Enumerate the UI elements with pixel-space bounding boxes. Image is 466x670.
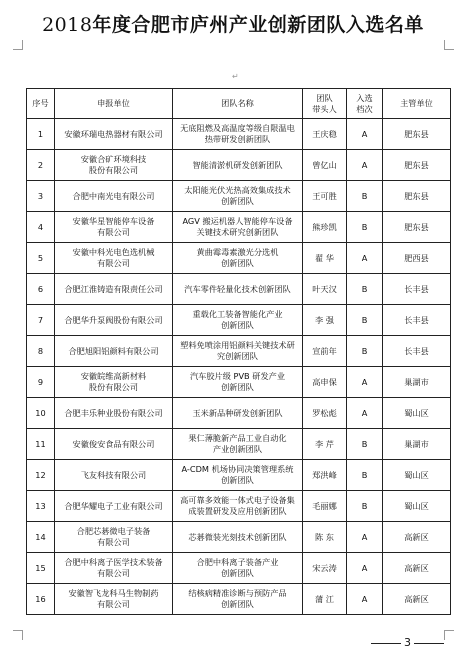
row-team bbox=[173, 522, 303, 553]
row-leader: 王可胜 bbox=[303, 181, 347, 212]
row-unit bbox=[55, 460, 173, 491]
row-unit-line: 安徽智飞龙科马生物制药 bbox=[68, 588, 159, 598]
row-team-line: 芯碁微装光刻技术创新团队 bbox=[188, 531, 287, 542]
row-index: 8 bbox=[27, 336, 55, 367]
table-row bbox=[27, 522, 451, 553]
row-leader: 宣前年 bbox=[303, 336, 347, 367]
row-unit-line: 股份有限公司 bbox=[88, 382, 139, 392]
row-dept: 肥东县 bbox=[383, 119, 451, 150]
table-row bbox=[27, 212, 451, 243]
row-tier: B bbox=[347, 491, 383, 522]
row-team-line: 太阳能光伏光热高效集成技术 bbox=[184, 185, 291, 195]
row-index: 10 bbox=[27, 398, 55, 429]
row-team-line: 产业创新团队 bbox=[212, 444, 263, 454]
row-index: 5 bbox=[27, 243, 55, 274]
row-leader: 毛丽娜 bbox=[303, 491, 347, 522]
row-leader: 蒲 江 bbox=[303, 584, 347, 615]
table-row bbox=[27, 274, 451, 305]
row-index: 16 bbox=[27, 584, 55, 615]
row-unit bbox=[55, 491, 173, 522]
row-dept: 肥东县 bbox=[383, 150, 451, 181]
row-tier: A bbox=[347, 398, 383, 429]
row-leader: 翟 华 bbox=[303, 243, 347, 274]
row-unit bbox=[55, 522, 173, 553]
table-header-row bbox=[27, 89, 451, 119]
row-team-line: 重载化工装备智能化产业 bbox=[192, 309, 283, 319]
row-dept: 长丰县 bbox=[383, 274, 451, 305]
row-unit bbox=[55, 367, 173, 398]
row-unit-line: 安徽皖维高新材料 bbox=[80, 371, 147, 381]
row-tier: A bbox=[347, 150, 383, 181]
row-team bbox=[173, 119, 303, 150]
row-team-line: 创新团队 bbox=[221, 568, 254, 578]
row-dept: 肥东县 bbox=[383, 181, 451, 212]
row-tier: A bbox=[347, 522, 383, 553]
table-row bbox=[27, 119, 451, 150]
row-dept: 高新区 bbox=[383, 553, 451, 584]
row-index: 14 bbox=[27, 522, 55, 553]
row-team-line: 汽车胶片级 PVB 研发产业 bbox=[189, 371, 286, 381]
row-unit-line: 安徽中科光电色选机械 bbox=[72, 247, 155, 257]
row-unit bbox=[55, 398, 173, 429]
row-leader: 陈 东 bbox=[303, 522, 347, 553]
row-dept: 长丰县 bbox=[383, 305, 451, 336]
row-leader: 王庆稳 bbox=[303, 119, 347, 150]
row-dept: 高新区 bbox=[383, 522, 451, 553]
row-unit bbox=[55, 119, 173, 150]
row-team-line: 创新团队 bbox=[221, 599, 254, 609]
row-dept: 肥西县 bbox=[383, 243, 451, 274]
row-unit-line: 合肥旭阳铝颜料有限公司 bbox=[68, 345, 159, 356]
row-dept: 巢湖市 bbox=[383, 367, 451, 398]
row-team bbox=[173, 367, 303, 398]
row-unit-line: 合肥中科离子医学技术装备 bbox=[64, 557, 163, 567]
row-unit-line: 有限公司 bbox=[97, 568, 130, 578]
table-row bbox=[27, 460, 451, 491]
row-index: 2 bbox=[27, 150, 55, 181]
crop-mark-top-left bbox=[13, 40, 23, 50]
row-leader: 曾亿山 bbox=[303, 150, 347, 181]
row-dept: 蜀山区 bbox=[383, 398, 451, 429]
row-team bbox=[173, 181, 303, 212]
row-dept: 高新区 bbox=[383, 584, 451, 615]
row-team-line: 智能清淤机研发创新团队 bbox=[192, 159, 283, 170]
row-tier: A bbox=[347, 367, 383, 398]
row-dept: 蜀山区 bbox=[383, 491, 451, 522]
row-index: 12 bbox=[27, 460, 55, 491]
row-tier: B bbox=[347, 181, 383, 212]
crop-mark-bottom-left bbox=[13, 630, 23, 640]
row-unit-line: 合肥芯碁微电子装备 bbox=[76, 526, 151, 536]
row-leader: 李 强 bbox=[303, 305, 347, 336]
row-unit-line: 有限公司 bbox=[97, 258, 130, 268]
table-row bbox=[27, 243, 451, 274]
row-tier: B bbox=[347, 212, 383, 243]
row-unit-line: 飞友科技有限公司 bbox=[80, 469, 147, 480]
row-team bbox=[173, 429, 303, 460]
row-index: 7 bbox=[27, 305, 55, 336]
row-team bbox=[173, 553, 303, 584]
row-team-line: 塑料免喷涂用铝颜料关键技术研 bbox=[180, 340, 295, 350]
row-tier: B bbox=[347, 336, 383, 367]
row-team-line: 成装置研发及应用创新团队 bbox=[188, 506, 287, 516]
paragraph-mark-icon: ↵ bbox=[232, 72, 239, 81]
row-team-line: 创新团队 bbox=[221, 320, 254, 330]
row-leader: 郑洪峰 bbox=[303, 460, 347, 491]
row-unit-line: 合肥丰乐种业股份有限公司 bbox=[64, 407, 163, 418]
row-unit-line: 合肥中南光电有限公司 bbox=[72, 190, 155, 201]
table-row bbox=[27, 181, 451, 212]
row-tier: A bbox=[347, 584, 383, 615]
header-tier: 入选 档次 bbox=[347, 89, 383, 119]
table-row bbox=[27, 150, 451, 181]
row-index: 6 bbox=[27, 274, 55, 305]
row-unit bbox=[55, 243, 173, 274]
row-leader: 熊珍凯 bbox=[303, 212, 347, 243]
row-team-line: A-CDM 机场协同决策管理系统 bbox=[181, 464, 294, 474]
row-unit-line: 合肥华耀电子工业有限公司 bbox=[64, 500, 163, 511]
row-unit-line: 有限公司 bbox=[97, 599, 130, 609]
row-team-line: 创新团队 bbox=[221, 258, 254, 268]
row-index: 1 bbox=[27, 119, 55, 150]
row-unit bbox=[55, 274, 173, 305]
row-unit-line: 股份有限公司 bbox=[88, 165, 139, 175]
row-unit-line: 安徽环瑞电热器材有限公司 bbox=[64, 128, 163, 139]
row-leader: 罗松彪 bbox=[303, 398, 347, 429]
row-team bbox=[173, 212, 303, 243]
row-team-line: 无底阻燃及高温度等级自限温电 bbox=[180, 123, 295, 133]
row-unit-line: 有限公司 bbox=[97, 227, 130, 237]
row-team bbox=[173, 460, 303, 491]
row-team-line: 果仁薄脆新产品工业自动化 bbox=[188, 433, 287, 443]
row-unit bbox=[55, 553, 173, 584]
row-team bbox=[173, 491, 303, 522]
row-team-line: 玉米新品种研发创新团队 bbox=[192, 407, 283, 418]
row-leader: 高申保 bbox=[303, 367, 347, 398]
row-tier: B bbox=[347, 274, 383, 305]
row-unit-line: 合肥华升泵阀股份有限公司 bbox=[64, 314, 163, 325]
table-row bbox=[27, 584, 451, 615]
table-body bbox=[27, 119, 451, 615]
table-row bbox=[27, 553, 451, 584]
crop-mark-top-right bbox=[444, 40, 454, 50]
row-team-line: 热带研发创新团队 bbox=[204, 134, 271, 144]
table-row bbox=[27, 491, 451, 522]
row-dept: 肥东县 bbox=[383, 212, 451, 243]
page-number-dash-right bbox=[414, 643, 444, 644]
table-row bbox=[27, 336, 451, 367]
row-team-line: 关键技术研究创新团队 bbox=[196, 227, 279, 237]
row-leader: 叶天汉 bbox=[303, 274, 347, 305]
row-team bbox=[173, 336, 303, 367]
row-unit bbox=[55, 150, 173, 181]
table-row bbox=[27, 398, 451, 429]
row-unit-line: 合肥江淮铸造有限责任公司 bbox=[64, 283, 163, 294]
row-dept: 蜀山区 bbox=[383, 460, 451, 491]
row-team bbox=[173, 274, 303, 305]
header-team: 团队名称 bbox=[173, 89, 303, 119]
row-team-line: 合肥中科离子装备产业 bbox=[196, 557, 279, 567]
title-year: 2018 bbox=[42, 14, 93, 36]
row-team-line: 高可靠多效能一体式电子设备集 bbox=[180, 495, 295, 505]
row-leader: 李 芹 bbox=[303, 429, 347, 460]
table-row bbox=[27, 305, 451, 336]
table-row bbox=[27, 429, 451, 460]
row-team-line: 创新团队 bbox=[221, 382, 254, 392]
header-unit: 申报单位 bbox=[55, 89, 173, 119]
row-index: 15 bbox=[27, 553, 55, 584]
row-team-line: 汽车零件轻量化技术创新团队 bbox=[184, 283, 291, 294]
row-unit bbox=[55, 305, 173, 336]
row-unit bbox=[55, 429, 173, 460]
row-team-line: 黄曲霉毒素激光分选机 bbox=[196, 247, 279, 257]
row-team-line: AGV 搬运机器人智能停车设备 bbox=[182, 216, 293, 226]
row-unit bbox=[55, 584, 173, 615]
row-team-line: 创新团队 bbox=[221, 196, 254, 206]
document-title bbox=[0, 10, 466, 37]
row-index: 11 bbox=[27, 429, 55, 460]
row-team bbox=[173, 305, 303, 336]
page-number-dash-left bbox=[371, 643, 401, 644]
header-leader: 团队 带头人 bbox=[303, 89, 347, 119]
header-index: 序号 bbox=[27, 89, 55, 119]
row-team bbox=[173, 150, 303, 181]
row-tier: B bbox=[347, 460, 383, 491]
row-unit-line: 有限公司 bbox=[97, 537, 130, 547]
row-tier: A bbox=[347, 243, 383, 274]
row-unit-line: 安徽华星智能停车设备 bbox=[72, 216, 155, 226]
row-unit bbox=[55, 212, 173, 243]
row-team bbox=[173, 398, 303, 429]
row-team-line: 结核病精准诊断与预防产品 bbox=[188, 588, 287, 598]
row-tier: A bbox=[347, 553, 383, 584]
team-list-table bbox=[26, 88, 451, 615]
row-tier: B bbox=[347, 305, 383, 336]
row-team bbox=[173, 584, 303, 615]
row-tier: B bbox=[347, 429, 383, 460]
row-unit bbox=[55, 181, 173, 212]
row-dept: 巢湖市 bbox=[383, 429, 451, 460]
page-number: 3 bbox=[368, 636, 447, 649]
row-unit-line: 安徽合矿环境科技 bbox=[80, 154, 147, 164]
row-tier: A bbox=[347, 119, 383, 150]
row-team bbox=[173, 243, 303, 274]
row-team-line: 究创新团队 bbox=[217, 351, 258, 361]
row-index: 9 bbox=[27, 367, 55, 398]
row-unit-line: 安徽俊安食品有限公司 bbox=[72, 438, 155, 449]
row-team-line: 创新团队 bbox=[221, 475, 254, 485]
row-dept: 长丰县 bbox=[383, 336, 451, 367]
row-unit bbox=[55, 336, 173, 367]
row-index: 3 bbox=[27, 181, 55, 212]
title-text: 年度合肥市庐州产业创新团队入选名单 bbox=[92, 14, 424, 36]
header-dept: 主管单位 bbox=[383, 89, 451, 119]
row-index: 13 bbox=[27, 491, 55, 522]
table-row bbox=[27, 367, 451, 398]
row-index: 4 bbox=[27, 212, 55, 243]
row-leader: 宋云涛 bbox=[303, 553, 347, 584]
